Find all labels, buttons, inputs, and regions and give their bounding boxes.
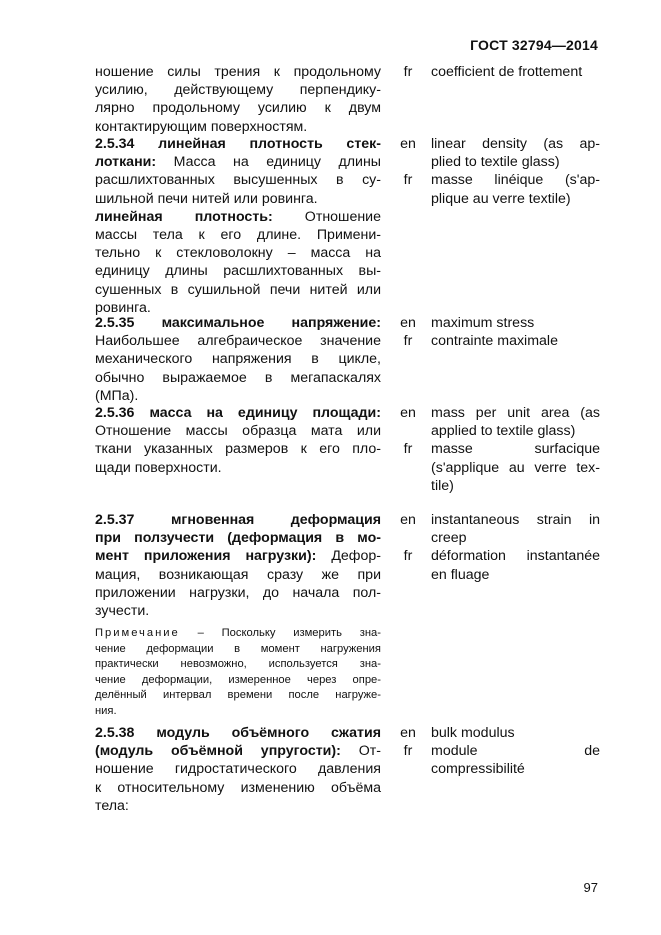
lang-code: fr	[403, 743, 413, 760]
note-line: чение деформации в момент нагружения	[95, 642, 381, 655]
entry-number: 2.5.34	[95, 136, 135, 152]
entry-ru-text	[95, 314, 381, 405]
foreign-term: applied to textile glass)	[431, 423, 576, 440]
lang-code: en	[400, 136, 416, 152]
lang-code	[393, 566, 423, 584]
lang-code: fr	[403, 64, 413, 80]
foreign-term: bulk modulus	[431, 725, 515, 741]
note-line: ния.	[95, 704, 117, 717]
foreign-term: plique au verre textile)	[431, 190, 571, 207]
text-line: тела:	[95, 797, 129, 814]
lang-codes	[393, 135, 423, 208]
note-line: чение деформации, измеренное через опре-	[95, 673, 381, 686]
term-name: линейная плотность:	[95, 208, 273, 225]
definition-text: Масса на единицу длины	[173, 154, 381, 171]
foreign-term: plied to textile glass)	[431, 154, 560, 171]
lang-code	[393, 477, 423, 495]
text-line	[95, 547, 381, 565]
entry-number: 2.5.38	[95, 725, 135, 741]
term-name: модуль объёмного сжатия	[156, 725, 381, 741]
note-text: – Поскольку измерить зна-	[197, 627, 382, 639]
lang-code: en	[400, 405, 416, 421]
text-line: ношение силы трения к продольному	[95, 64, 381, 80]
lang-code	[393, 529, 423, 547]
foreign-term: masse surfacique	[431, 441, 600, 458]
term-name: при ползучести (деформация в мо-	[95, 530, 381, 547]
definition-text: От-	[358, 743, 381, 760]
entry-ru-text	[95, 724, 381, 815]
text-line: мация, возникающая сразу же при	[95, 566, 381, 583]
text-line	[95, 153, 381, 171]
entry-number: 2.5.37	[95, 512, 135, 528]
term-heading-line	[95, 511, 381, 529]
definition-text: Дефор-	[331, 548, 381, 565]
entry-ru-text	[95, 511, 381, 620]
text-line: шильной печи нитей или ровинга.	[95, 190, 318, 207]
text-line: контактирующим поверхностям.	[95, 118, 308, 135]
page-header-standard: ГОСТ 32794—2014	[470, 37, 598, 53]
note-block	[95, 626, 381, 719]
lang-code: fr	[403, 441, 413, 458]
lang-code: fr	[403, 172, 413, 189]
lang-code: en	[400, 315, 416, 331]
note-line: практически невозможно, используется зна-	[95, 658, 381, 670]
term-name: мгновенная деформация	[170, 512, 381, 528]
foreign-term: déformation instantanée	[431, 548, 600, 565]
term-heading-line	[95, 404, 381, 422]
lang-code: en	[400, 725, 416, 741]
foreign-term: tile)	[431, 477, 454, 494]
text-line: Отношение массы образца мата или	[95, 423, 381, 440]
text-line: зучести.	[95, 602, 150, 619]
text-line: тельно к стекловолокну – масса на	[95, 245, 381, 262]
foreign-term: mass per unit area (as	[431, 405, 600, 421]
term-name: лоткани:	[95, 154, 157, 171]
term-heading-line	[95, 724, 381, 742]
text-line: сушенных в сушильной печи нитей или	[95, 281, 381, 298]
foreign-term: instantaneous strain in	[431, 512, 600, 528]
term-name: мент приложения нагрузки):	[95, 548, 317, 565]
text-line: (МПа).	[95, 387, 139, 404]
lang-code: fr	[403, 548, 413, 565]
foreign-terms	[431, 314, 600, 350]
text-line: единицу длины расшлихтованных вы-	[95, 263, 381, 280]
text-line	[95, 742, 381, 760]
term-name: масса на единицу площади:	[149, 405, 381, 421]
text-line: щади поверхности.	[95, 459, 222, 476]
term-name: (модуль объёмной упругости):	[95, 743, 341, 760]
text-line: усилию, действующему перпендику-	[95, 82, 381, 99]
lang-code: en	[400, 512, 416, 528]
foreign-term: en fluage	[431, 566, 490, 583]
lang-code	[393, 422, 423, 440]
foreign-terms	[431, 511, 600, 584]
entry-ru-text	[95, 63, 381, 136]
page-number: 97	[583, 880, 598, 895]
foreign-term: coefficient de frottement	[431, 64, 583, 80]
lang-codes	[393, 511, 423, 584]
lang-code: fr	[403, 333, 413, 350]
text-line: приложении нагрузки, до начала пол-	[95, 584, 381, 601]
foreign-term: creep	[431, 530, 467, 547]
note-label: Примечание	[95, 627, 180, 639]
entry-number: 2.5.35	[95, 315, 135, 331]
text-line	[95, 208, 381, 226]
text-line: массы тела к его длине. Примени-	[95, 226, 381, 243]
foreign-term: module de	[431, 743, 600, 760]
text-line: расшлихтованных высушенных в су-	[95, 172, 381, 189]
foreign-term: (s'applique au verre tex-	[431, 459, 600, 476]
lang-codes	[393, 63, 423, 81]
note-line	[95, 626, 381, 642]
lang-code	[393, 153, 423, 171]
lang-codes	[393, 724, 423, 779]
foreign-term: linear density (as ap-	[431, 136, 600, 152]
text-line: обычно выражаемое в мегапаскалях	[95, 369, 381, 386]
definition-text: Отношение	[304, 208, 381, 225]
entry-number: 2.5.36	[95, 405, 135, 421]
foreign-terms	[431, 135, 600, 208]
foreign-terms	[431, 724, 600, 779]
text-line: механического напряжения в цикле,	[95, 351, 381, 368]
foreign-term: compressibilité	[431, 761, 525, 778]
term-name: линейная плотность стек-	[158, 136, 381, 152]
text-line: лярно продольному усилию к двум	[95, 100, 381, 117]
foreign-term: contrainte maximale	[431, 333, 558, 350]
text-line: к относительному изменению объёма	[95, 779, 381, 796]
text-line: ровинга.	[95, 299, 151, 316]
entry-ru-text	[95, 135, 381, 317]
term-name: максимальное напряжение:	[161, 315, 381, 331]
lang-code	[393, 190, 423, 208]
foreign-terms	[431, 63, 600, 81]
text-line: Наибольшее алгебраическое значение	[95, 333, 381, 350]
note-line: делённый интервал времени после нагруже-	[95, 689, 381, 701]
lang-code	[393, 459, 423, 477]
text-line: ткани указанных размеров к его пло-	[95, 441, 381, 458]
lang-codes	[393, 404, 423, 495]
term-heading-line	[95, 135, 381, 153]
foreign-term: maximum stress	[431, 315, 535, 331]
term-heading-line	[95, 314, 381, 332]
lang-codes	[393, 314, 423, 350]
text-line: ношение гидростатического давления	[95, 761, 381, 778]
lang-code	[393, 760, 423, 778]
foreign-term: masse linéique (s'ap-	[431, 172, 600, 189]
entry-ru-text	[95, 404, 381, 477]
foreign-terms	[431, 404, 600, 495]
